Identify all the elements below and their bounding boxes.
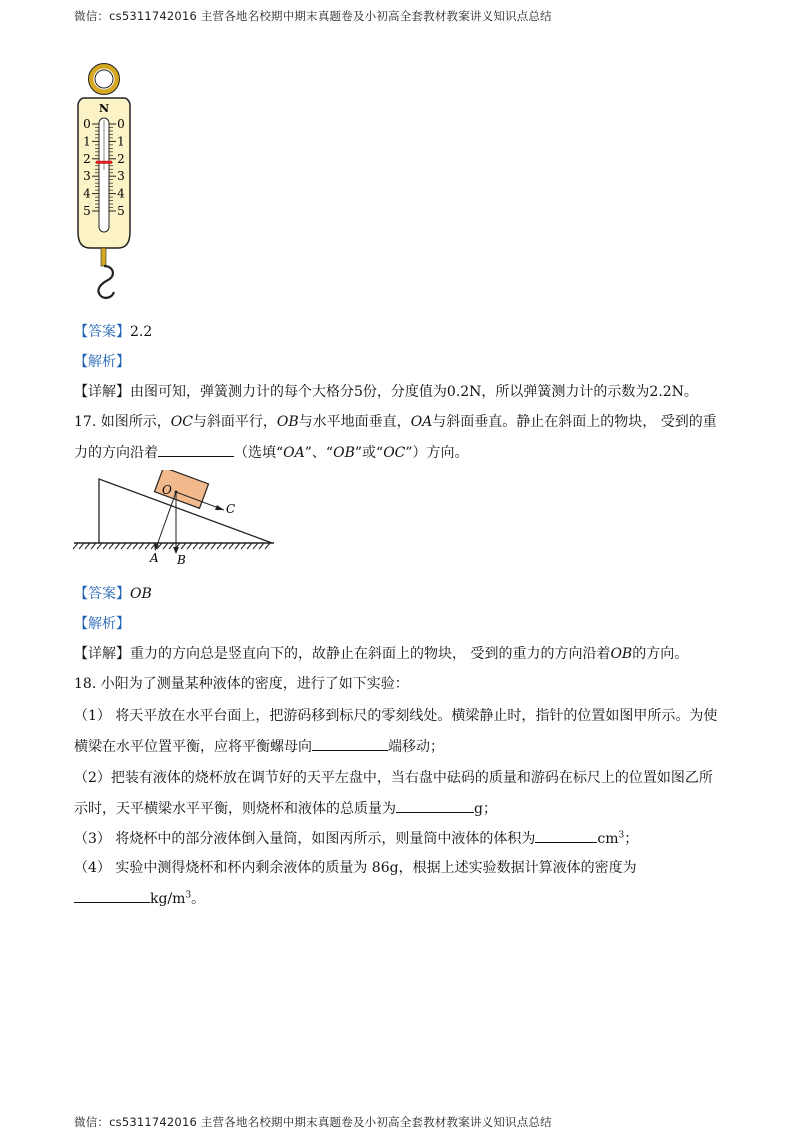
- scale-tick-label-right: 2: [117, 151, 125, 166]
- ground-hatch-line: [109, 543, 114, 549]
- answer-tag: 【答案】: [74, 586, 130, 602]
- q17-analysis-tag: 【解析】: [74, 616, 130, 632]
- ground-hatch-line: [199, 543, 204, 549]
- ground-hatch-line: [229, 543, 234, 549]
- ground-hatch-line: [145, 543, 150, 549]
- q18-text: 横梁在水平位置平衡，应将平衡螺母向: [74, 739, 312, 755]
- scale-tick-label-left: 3: [83, 169, 91, 184]
- ground-hatch-line: [223, 543, 228, 549]
- q17-text: ”、“: [304, 445, 334, 461]
- ground-hatch-line: [235, 543, 240, 549]
- q16-detail: 由图可知，弹簧测力计的每个大格分5份，分度值为0.2N，所以弹簧测力计的示数为2.2N。: [130, 384, 698, 400]
- q18-text: 。: [191, 891, 206, 907]
- ground-hatch-line: [91, 543, 96, 549]
- scale-pointer: [96, 161, 112, 164]
- q16-analysis-tag: 【解析】: [74, 354, 130, 370]
- ground-hatch-line: [169, 543, 174, 549]
- scale-tick-label-right: 4: [117, 186, 125, 201]
- ground-hatch: [73, 543, 270, 549]
- page-header: 微信：cs5311742016 主营各地名校期中期末真题卷及小初高全套教材教案讲义知识点总结: [74, 9, 552, 23]
- q16-answer-line: [74, 322, 152, 342]
- page-footer: 微信：cs5311742016 主营各地名校期中期末真题卷及小初高全套教材教案讲义知识点总结: [74, 1115, 552, 1129]
- q17-text: ”或“: [354, 445, 384, 461]
- q18-part1-line1: （1） 将天平放在水平台面上，把游码移到标尺的零刻线处。横梁静止时，指针的位置如图甲所示。为使: [74, 708, 718, 724]
- q18-stem: 18. 小阳为了测量某种液体的密度，进行了如下实验：: [74, 676, 409, 692]
- unit-label: N: [98, 102, 110, 115]
- ground-hatch-line: [163, 543, 168, 549]
- ground-hatch-line: [181, 543, 186, 549]
- ground-hatch-line: [115, 543, 120, 549]
- answer-blank: [312, 736, 388, 751]
- q18-part3: [74, 828, 638, 849]
- q17-detail-line: [74, 644, 688, 664]
- q18-unit: cm: [597, 831, 619, 847]
- q18-part2-line2: [74, 798, 497, 819]
- q17-option-ob: OB: [333, 445, 355, 461]
- answer-blank: [158, 442, 234, 457]
- label-a: A: [150, 551, 159, 565]
- q17-text: 与水平地面垂直，: [298, 414, 411, 430]
- ground-hatch-line: [85, 543, 90, 549]
- q17-stem-line1: [74, 412, 717, 432]
- q18-part4-line2: [74, 888, 205, 909]
- ground-hatch-line: [247, 543, 252, 549]
- detail-tag: 【详解】: [74, 646, 130, 662]
- scale-tick-label-left: 2: [83, 151, 91, 166]
- scale-tick-label-right: 0: [117, 117, 125, 131]
- ground-hatch-line: [211, 543, 216, 549]
- q18-part2-line1: （2）把装有液体的烧杯放在调节好的天平左盘中，当右盘中砝码的质量和游码在标尺上的位置如图乙所: [74, 770, 713, 786]
- incline-figure: [72, 470, 282, 570]
- ground-hatch-line: [265, 543, 270, 549]
- q17-detail: 重力的方向总是竖直向下的，故静止在斜面上的物块， 受到的重力的方向沿着: [130, 646, 611, 662]
- ground-hatch-line: [139, 543, 144, 549]
- scale-tick-label-left: 0: [83, 117, 91, 131]
- q18-text: 端移动；: [388, 739, 444, 755]
- q17-detail-ob: OB: [610, 646, 633, 662]
- q18-unit: kg/m: [150, 891, 186, 907]
- q17-detail: 的方向。: [632, 646, 689, 662]
- ground-hatch-line: [205, 543, 210, 549]
- ground-hatch-line: [73, 543, 78, 549]
- q18-sup: 3: [185, 890, 192, 901]
- scale-tick-label-left: 4: [83, 186, 91, 201]
- q17-text: （选填“: [234, 445, 284, 461]
- q16-answer: 2.2: [130, 324, 153, 340]
- detail-tag: 【详解】: [74, 384, 130, 400]
- ground-hatch-line: [193, 543, 198, 549]
- q18-part1-line2: [74, 736, 444, 757]
- q17-text: 17. 如图所示，: [74, 414, 171, 430]
- ground-hatch-line: [127, 543, 132, 549]
- q18-sup: 3: [618, 830, 625, 841]
- ground-hatch-line: [97, 543, 102, 549]
- label-b: B: [177, 553, 186, 567]
- scale-hook: [98, 266, 114, 298]
- scale-tick-label-left: 1: [83, 134, 91, 149]
- answer-tag: 【答案】: [74, 324, 130, 340]
- ground-hatch-line: [259, 543, 264, 549]
- q17-option-oc: OC: [383, 445, 406, 461]
- q17-stem-line2: [74, 442, 469, 463]
- q17-answer: OB: [130, 586, 152, 602]
- ground-hatch-line: [79, 543, 84, 549]
- label-o: O: [162, 483, 172, 497]
- q17-ob: OB: [276, 414, 299, 430]
- q18-text: 示时，天平横梁水平平衡，则烧杯和液体的总质量为: [74, 801, 396, 817]
- answer-blank: [74, 888, 150, 903]
- ground-hatch-line: [187, 543, 192, 549]
- ground-hatch-line: [103, 543, 108, 549]
- q17-oa: OA: [410, 414, 433, 430]
- label-c: C: [226, 502, 236, 516]
- ground-hatch-line: [121, 543, 126, 549]
- q17-option-oa: OA: [283, 445, 305, 461]
- q17-text: 与斜面平行，: [192, 414, 277, 430]
- q17-text: 与斜面垂直。静止在斜面上的物块， 受到的重: [432, 414, 717, 430]
- answer-blank: [396, 798, 474, 813]
- q18-text: g；: [474, 801, 497, 817]
- q18-text: ；: [624, 831, 639, 847]
- q17-answer-line: [74, 584, 152, 604]
- ground-hatch-line: [241, 543, 246, 549]
- ground-hatch-line: [253, 543, 258, 549]
- q17-text: ”）方向。: [405, 445, 469, 461]
- ground-hatch-line: [133, 543, 138, 549]
- scale-tick-label-left: 5: [83, 204, 91, 218]
- q17-text: 力的方向沿着: [74, 445, 158, 461]
- ground-hatch-line: [217, 543, 222, 549]
- scale-tick-label-right: 1: [117, 134, 125, 149]
- q18-part4-line1: （4） 实验中测得烧杯和杯内剩余液体的质量为 86g，根据上述实验数据计算液体的密度为: [74, 860, 637, 876]
- q16-detail-line: [74, 382, 698, 402]
- spring-scale-figure: [70, 62, 140, 302]
- q17-oc: OC: [170, 414, 193, 430]
- q18-text: （3） 将烧杯中的部分液体倒入量筒，如图丙所示，则量筒中液体的体积为: [74, 831, 536, 847]
- scale-tick-label-right: 3: [117, 169, 125, 184]
- answer-blank: [535, 828, 597, 843]
- scale-tick-label-right: 5: [117, 204, 125, 218]
